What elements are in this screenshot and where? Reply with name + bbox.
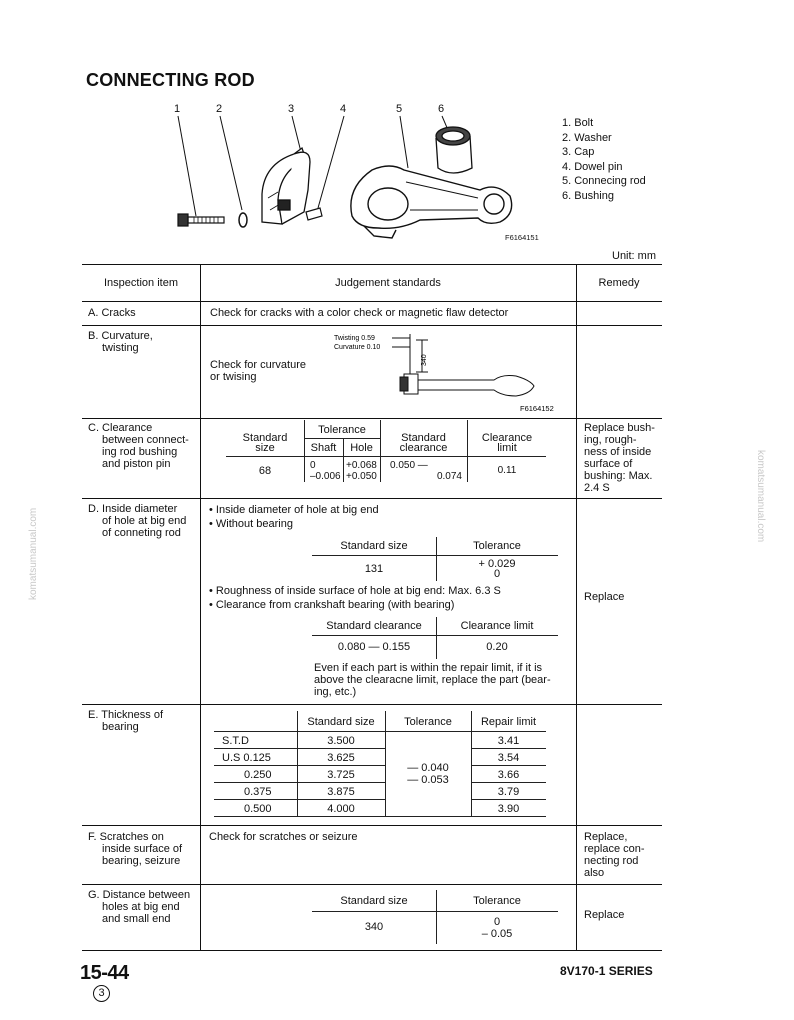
e-label-0500: 0.500	[244, 803, 272, 815]
c-header-shaft: Shaft	[310, 442, 337, 454]
d-bullets-top: • Inside diameter of hole at big end • Without bearing	[209, 504, 379, 530]
bushing-drawing	[436, 127, 472, 173]
callout-1: 1	[174, 103, 181, 115]
callout-numbers	[174, 103, 444, 115]
revision-mark: 3	[93, 985, 110, 1002]
legend-item: 1. Bolt	[562, 117, 594, 129]
e-label-0250: 0.250	[244, 769, 272, 781]
e-limit-0250: 3.66	[497, 769, 520, 781]
item-b-standard: Check for curvature or twising	[210, 359, 306, 383]
e-label-std: S.T.D	[222, 735, 249, 747]
g-tolerance-value: 0 – 0.05	[481, 916, 513, 940]
watermark-left: komatsumanual.com	[28, 507, 39, 600]
e-size-std: 3.500	[327, 735, 355, 747]
d-standard-clearance-value: 0.080 — 0.155	[337, 641, 411, 653]
header-inspection-item: Inspection item	[104, 277, 178, 289]
e-limit-0375: 3.79	[497, 786, 520, 798]
e-limit-std: 3.41	[497, 735, 520, 747]
figure-code-2: F6164152	[520, 404, 554, 413]
c-clearance-limit-value: 0.11	[497, 465, 517, 476]
unit-label: Unit: mm	[612, 250, 656, 262]
cap-drawing	[262, 148, 310, 224]
legend-item: 5. Connecing rod	[562, 175, 646, 187]
c-standard-clearance-value: 0.050 — 0.074	[390, 460, 462, 482]
d-clearance-limit-value: 0.20	[486, 641, 508, 653]
page-number: 15-44	[80, 962, 129, 984]
length-dimension: 340	[421, 354, 428, 366]
curvature-label: Curvature 0.10	[334, 344, 381, 351]
g-header-tolerance: Tolerance	[473, 895, 521, 907]
dowel-pin-drawing	[306, 208, 322, 220]
c-header-standard-clearance: Standard clearance	[399, 432, 448, 454]
item-g-remedy: Replace	[584, 909, 625, 921]
d-tolerance-value: + 0.029 0	[478, 558, 516, 580]
e-header-repair-limit: Repair limit	[480, 716, 536, 728]
header-remedy: Remedy	[598, 277, 640, 289]
c-header-clearance-limit: Clearance limit	[481, 432, 533, 454]
c-header-standard-size: Standard size	[242, 432, 288, 454]
legend-item: 2. Washer	[562, 131, 612, 144]
watermark-right: komatsumanual.com	[755, 450, 766, 543]
d-note: Even if each part is within the repair limit, if it is above the clearacne limit, replace the part (bear- ing, etc.)	[314, 662, 551, 698]
c-hole-tolerance: +0.068 +0.050	[346, 460, 377, 482]
e-tolerance-value: — 0.040 — 0.053	[407, 762, 449, 786]
e-limit-us0125: 3.54	[497, 752, 520, 764]
item-f-remedy: Replace, replace con- necting rod also	[584, 831, 645, 879]
c-header-hole: Hole	[350, 442, 373, 454]
item-f-standard: Check for scratches or seizure	[209, 831, 358, 843]
figure-code: F6164151	[505, 233, 539, 242]
item-f-label: F. Scratches on inside surface of bearing, seizure	[88, 831, 183, 867]
item-c-remedy: Replace bush- ing, rough- ness of inside surface of bushing: Max. 2.4 S	[584, 422, 655, 494]
series-label: 8V170-1 SERIES	[560, 964, 653, 978]
d-standard-size-value: 131	[364, 563, 384, 575]
item-d-remedy: Replace	[584, 591, 625, 603]
item-d-label: D. Inside diameter of hole at big end of conneting rod	[88, 503, 187, 539]
item-e-label: E. Thickness of bearing	[88, 709, 163, 733]
bolt-drawing	[178, 214, 224, 226]
e-size-us0125: 3.625	[327, 752, 355, 764]
legend-item: 6. Bushing	[562, 189, 614, 202]
e-header-standard-size: Standard size	[307, 716, 375, 728]
d-header-standard-clearance: Standard clearance	[326, 620, 422, 632]
item-g-label: G. Distance between holes at big end and small end	[88, 889, 191, 925]
c-header-tolerance: Tolerance	[318, 424, 366, 436]
callout-5: 5	[396, 103, 403, 115]
rod-drawing	[351, 166, 512, 238]
item-b-label: B. Curvature, twisting	[88, 330, 153, 354]
d-header-clearance-limit: Clearance limit	[460, 620, 534, 632]
curvature-diagram	[330, 330, 570, 416]
callout-6: 6	[438, 103, 445, 115]
d-header-standard-size: Standard size	[340, 540, 408, 552]
c-standard-size-value: 68	[258, 465, 272, 477]
parts-legend	[562, 116, 646, 203]
page-title: CONNECTING ROD	[86, 70, 255, 90]
e-size-0250: 3.725	[327, 769, 355, 781]
c-shaft-tolerance: 0 –0.006	[310, 460, 341, 482]
legend-item: 4. Dowel pin	[562, 160, 623, 173]
twisting-label: Twisting 0.59	[334, 335, 375, 342]
legend-item: 3. Cap	[562, 146, 595, 158]
callout-3: 3	[288, 103, 295, 115]
e-size-0375: 3.875	[327, 786, 355, 798]
g-header-standard-size: Standard size	[340, 895, 408, 907]
e-header-tolerance: Tolerance	[404, 716, 452, 728]
header-judgement-standards: Judgement standards	[335, 277, 441, 289]
item-a-label: A. Cracks	[88, 307, 136, 319]
g-standard-size-value: 340	[364, 921, 384, 933]
item-a-standard: Check for cracks with a color check or magnetic flaw detector	[210, 307, 509, 319]
e-label-0375: 0.375	[244, 786, 272, 798]
e-limit-0500: 3.90	[497, 803, 520, 815]
callout-2: 2	[216, 103, 223, 115]
washer-drawing	[239, 213, 247, 227]
e-size-0500: 4.000	[327, 803, 355, 815]
parts-diagram	[160, 98, 560, 246]
d-bullets-mid: • Roughness of inside surface of hole at big end: Max. 6.3 S • Clearance from crankshaft bearing (with bearing)	[209, 585, 501, 611]
item-c-label: C. Clearance between connect- ing rod bushing and piston pin	[88, 422, 189, 470]
d-header-tolerance: Tolerance	[473, 540, 521, 552]
callout-4: 4	[340, 103, 347, 115]
e-label-us0125: U.S 0.125	[222, 752, 271, 764]
